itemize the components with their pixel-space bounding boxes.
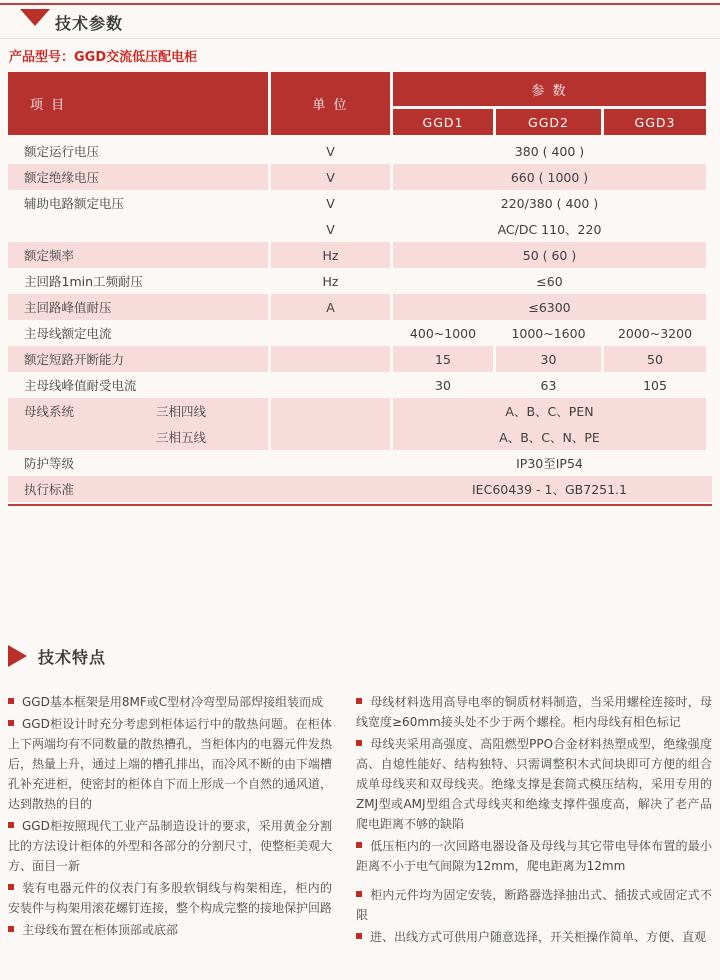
table-row	[8, 164, 712, 190]
row-unit	[271, 398, 390, 450]
table-row	[8, 242, 712, 268]
tech-features-section-header	[0, 641, 720, 677]
row-unit: V	[326, 143, 335, 159]
row-value: ≤6300	[393, 294, 706, 320]
row-values	[393, 398, 706, 450]
row-unit: A	[271, 294, 390, 320]
table-row	[8, 190, 712, 216]
row-unit: V	[326, 195, 335, 211]
down-triangle-icon	[20, 9, 50, 26]
header-cell-params: 参 数	[393, 72, 706, 106]
row-unit: V	[326, 221, 335, 237]
row-label: 母线系统	[24, 404, 75, 419]
tech-features-title: 技术特点	[38, 648, 107, 667]
row-label: 主回路1min工频耐压	[24, 274, 144, 289]
table-row	[8, 450, 712, 476]
row-unit: V	[271, 164, 390, 190]
feature-bullet: 低压柜内的一次回路电器设备及母线与其它带电导体布置的最小距离不小于电气间隙为12mm，爬电距离为12mm	[356, 836, 712, 876]
table-row	[8, 216, 712, 242]
feature-bullet: 柜内元件均为固定安装，断路器选择抽出式、插拔式或固定式不限	[356, 885, 712, 925]
features-right-column	[356, 692, 712, 949]
row-value: IEC60439 - 1、GB7251.1	[472, 482, 627, 497]
feature-bullet: GGD柜设计时充分考虑到柜体运行中的散热问题。在柜体上下两端均有不同数量的散热槽孔，当柜体内的电器元件发热后，热量上升，通过上端的槽孔排出，而冷风不断的由下端槽孔补充进柜，使密封的柜体自下而上形成一个自然的通风道，达到散热的目的	[8, 714, 332, 814]
row-unit: Hz	[271, 242, 390, 268]
busbar-value-four-wire: A、B、C、PEN	[505, 404, 594, 419]
header-cell-ggd3: GGD3	[604, 109, 706, 135]
feature-bullet: 主母线布置在柜体顶部或底部	[8, 920, 332, 940]
right-triangle-icon	[8, 645, 27, 667]
row-value-ggd1: 30	[435, 377, 451, 393]
header-cell-unit: 单 位	[271, 72, 390, 135]
table-row	[8, 320, 712, 346]
row-unit	[271, 346, 390, 372]
row-unit: Hz	[322, 273, 339, 289]
row-label: 主母线额定电流	[24, 326, 112, 341]
row-label	[8, 216, 268, 242]
row-value: 380 ( 400 )	[514, 143, 585, 159]
spec-table	[8, 72, 712, 506]
feature-bullet: 进、出线方式可供用户随意选择，开关柜操作简单、方便、直观	[356, 927, 712, 947]
header-cell-item: 项 目	[8, 72, 268, 135]
row-label: 执行标准	[24, 482, 75, 497]
row-unit	[271, 450, 390, 476]
row-label-group	[8, 398, 268, 450]
feature-bullet: 装有电器元件的仪表门有多股软铜线与构架相连，柜内的安装件与构架用滚花螺钉连接，整个构成完整的接地保护回路	[8, 878, 332, 918]
row-label: 额定短路开断能力	[8, 346, 268, 372]
tech-params-title: 技术参数	[55, 14, 124, 33]
row-label: 防护等级	[24, 456, 75, 471]
row-label: 额定频率	[8, 242, 268, 268]
product-model-label: 产品型号：GGD交流低压配电柜	[9, 50, 198, 65]
feature-bullet: GGD柜按照现代工业产品制造设计的要求，采用黄金分割比的方法设计柜体的外型和各部分的分割尺寸，使整柜美观大方、面目一新	[8, 816, 332, 876]
table-row	[8, 476, 712, 502]
row-value: 220/380 ( 400 )	[500, 195, 599, 211]
row-value: ≤60	[536, 273, 563, 289]
row-sublabels	[156, 398, 206, 450]
feature-bullet: 母线材料选用高导电率的铜质材料制造，当采用螺栓连接时，母线宽度≥60mm接头处不少于两个螺栓。柜内母线有相色标记	[356, 692, 712, 732]
row-label: 额定运行电压	[24, 144, 100, 159]
row-value: 50 ( 60 )	[393, 242, 706, 268]
row-value-ggd2: 63	[540, 377, 557, 393]
row-unit	[271, 372, 390, 398]
row-value-ggd3: 2000~3200	[617, 325, 693, 341]
table-row	[8, 268, 712, 294]
row-value-ggd1: 400~1000	[409, 325, 477, 341]
row-label: 辅助电路额定电压	[24, 196, 125, 211]
row-value: 660 ( 1000 )	[393, 164, 706, 190]
features-left-column	[8, 692, 332, 942]
table-row-busbar-system	[8, 398, 712, 450]
header-cell-ggd2: GGD2	[496, 109, 601, 135]
row-value-ggd3: 50	[604, 346, 706, 372]
tech-params-section-header	[0, 5, 720, 39]
row-value: IP30至IP54	[516, 456, 583, 471]
feature-bullet: 母线夹采用高强度、高阻燃型PPO合金材料热塑成型，绝缘强度高、自熄性能好、结构独特、只需调整积木式间块即可方便的组合成单母线夹和双母线夹。绝缘支撑是套筒式模压结构，采用专用的ZMJ型或AMJ型组合式母线夹和绝缘支撑件强度高，解决了老产品爬电距离不够的缺陷	[356, 734, 712, 834]
table-bottom-rule	[8, 504, 712, 506]
busbar-value-five-wire: A、B、C、N、PE	[499, 430, 600, 445]
spec-table-header	[8, 72, 712, 135]
row-value-ggd2: 30	[496, 346, 601, 372]
table-row	[8, 294, 712, 320]
row-unit	[271, 320, 390, 346]
row-value-ggd2: 1000~1600	[511, 325, 586, 341]
table-row	[8, 346, 712, 372]
row-unit	[271, 476, 390, 502]
feature-bullet: GGD基本框架是用8MF或C型材冷弯型局部焊接组装而成	[8, 692, 332, 712]
row-value: AC/DC 110、220	[497, 222, 602, 237]
row-label: 额定绝缘电压	[8, 164, 268, 190]
row-value-ggd3: 105	[643, 377, 667, 393]
header-cell-ggd1: GGD1	[393, 109, 493, 135]
table-row	[8, 138, 712, 164]
row-value-ggd1: 15	[393, 346, 493, 372]
row-label: 主回路峰值耐压	[8, 294, 268, 320]
spec-table-body	[8, 138, 712, 506]
row-label: 主母线峰值耐受电流	[24, 378, 137, 393]
sublabel-three-phase-four-wire: 三相四线	[156, 404, 207, 419]
table-row	[8, 372, 712, 398]
sublabel-three-phase-five-wire: 三相五线	[156, 430, 207, 445]
